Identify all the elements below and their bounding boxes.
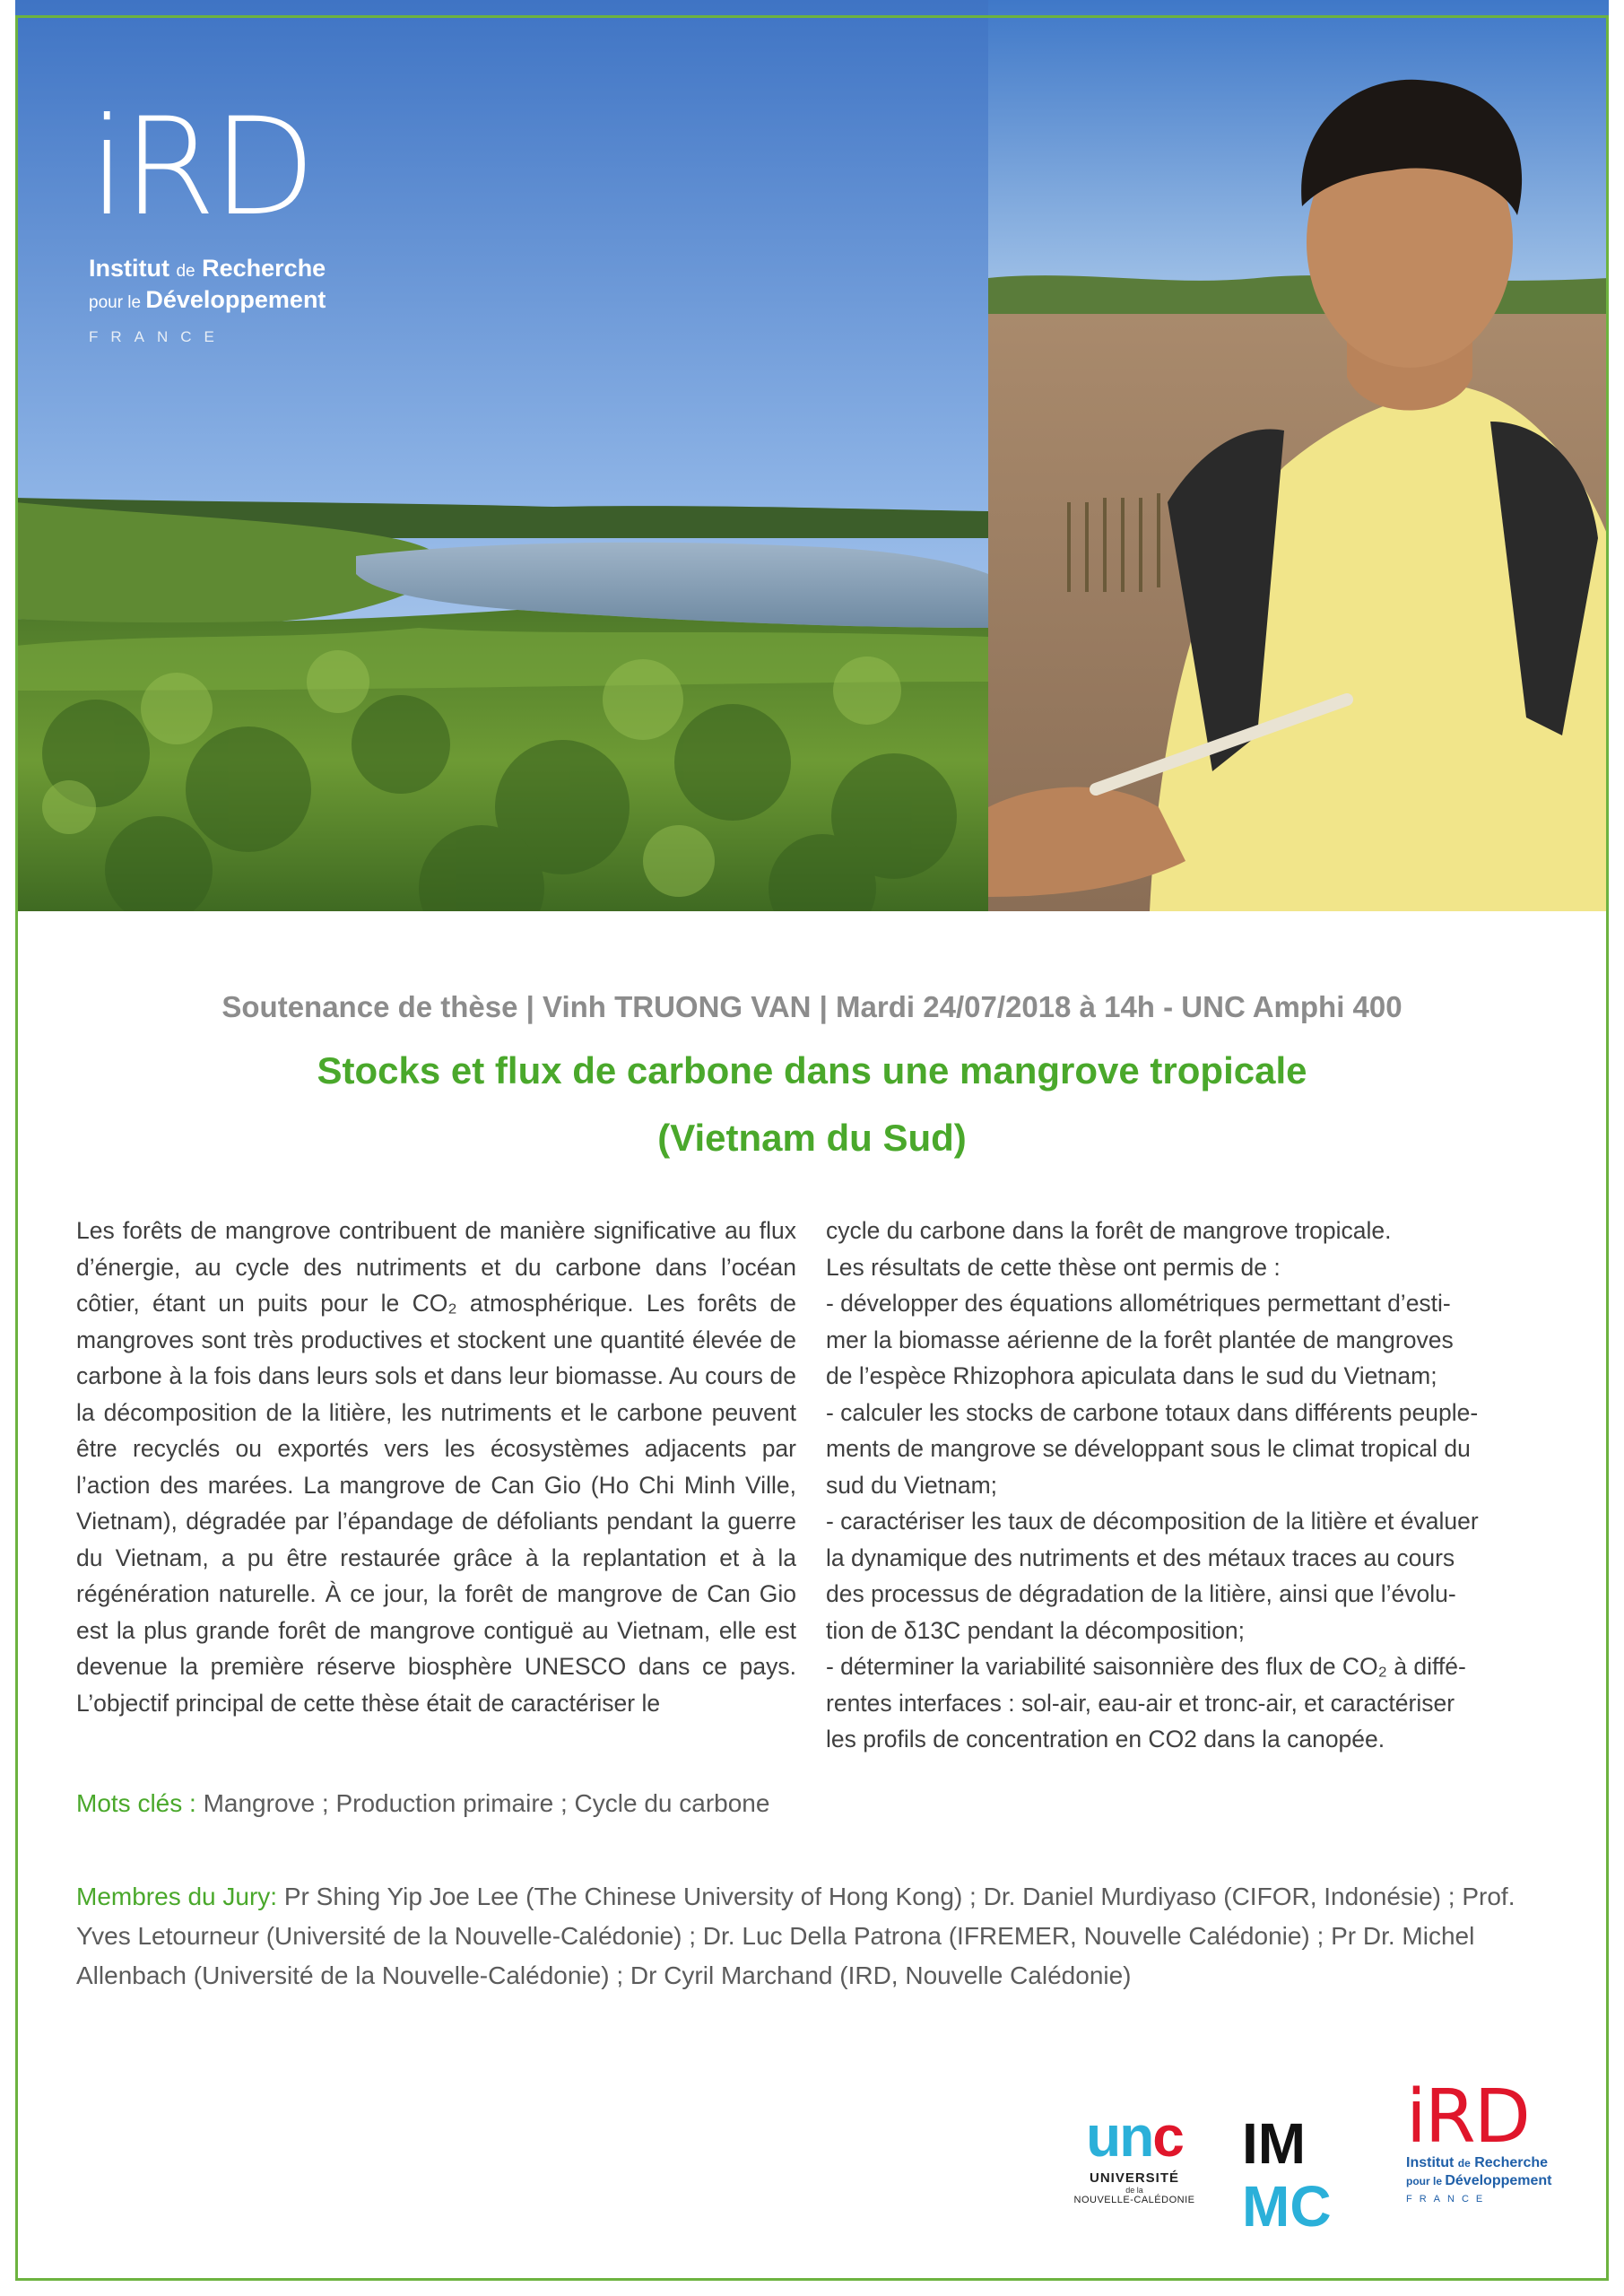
unc-logo: unc UNIVERSITÉ de la NOUVELLE-CALÉDONIE bbox=[1073, 2104, 1195, 2205]
results-line: - calculer les stocks de carbone totaux dans différents peuple- bbox=[826, 1398, 1479, 1426]
keywords bbox=[76, 1789, 1556, 1818]
results-line: - caractériser les taux de décomposition de la litière et évaluer bbox=[826, 1508, 1479, 1535]
results-line: de l’espèce Rhizophora apiculata dans le sud du Vietnam; bbox=[826, 1362, 1437, 1389]
partner-logos bbox=[1058, 2074, 1560, 2260]
event-subtitle: Soutenance de thèse | Vinh TRUONG VAN | Mardi 24/07/2018 à 14h - UNC Amphi 400 bbox=[221, 990, 1403, 1023]
results-line: mer la biomasse aérienne de la forêt plantée de mangroves bbox=[826, 1326, 1454, 1353]
jury-value: Pr Shing Yip Joe Lee (The Chinese University of Hong Kong) ; Dr. Daniel Murdiyaso (CIFOR, Indonésie) ; Prof. Yves Letourneur (Université de la Nouvelle-Calédonie) ; Dr. Luc Della Patrona (IFREMER, Nouvelle Calédonie) ; Pr Dr. Michel Allenbach (Université de la Nouvelle-Calédonie) ; Dr Cyril Marchand (IRD, Nouvelle Calédonie) bbox=[76, 1883, 1515, 1989]
abstract-paragraph: Les forêts de mangrove contribuent de manière significative au flux d’énergie, au cycle des nutriments et du carbone dans l’océan côtier, étant un puits pour le CO₂ atmosphérique. Les forêts de mangroves sont très productives et stockent une quantité élevée de carbone à la fois dans leurs sols et dans leur biomasse. Au cours de la décomposition de la litière, les nutriments et le carbone peuvent être recyclés ou exportés vers les écosystèmes adjacents par l’action des marées. La mangrove de Can Gio (Ho Chi Minh Ville, Vietnam), dégradée par l’épandage de défoliants pendant la guerre du Vietnam, a pu être restaurée grâce à la replantation et à la régénération naturelle. À ce jour, la forêt de mangrove de Can Gio est la plus grande forêt de mangrove contiguë au Vietnam, elle est devenue la première réserve biosphère UNESCO dans ce pays. L’objectif principal de cette thèse était de caractériser le bbox=[76, 1217, 796, 1717]
ird-logo-header: iRD Institut de Recherche pour le Développement FRANCE bbox=[89, 100, 412, 346]
ird-logo-footer: iRD Institut de Recherche pour le Développement FRANCE bbox=[1406, 2074, 1552, 2205]
keywords-label: Mots clés : bbox=[76, 1789, 196, 1817]
thesis-title-line1: Stocks et flux de carbone dans une mangrove tropicale bbox=[317, 1049, 1307, 1091]
jury-label: Membres du Jury: bbox=[76, 1883, 278, 1910]
results-line: rentes interfaces : sol-air, eau-air et tronc-air, et caractériser bbox=[826, 1689, 1455, 1717]
ird-logo-mark: iRD bbox=[89, 90, 313, 246]
results-line: les profils de concentration en CO2 dans la canopée. bbox=[826, 1726, 1385, 1752]
thesis-title-line2: (Vietnam du Sud) bbox=[657, 1117, 967, 1159]
results-line: ments de mangrove se développant sous le climat tropical du bbox=[826, 1435, 1471, 1462]
keywords-value: Mangrove ; Production primaire ; Cycle du carbone bbox=[195, 1789, 770, 1817]
results-line: - déterminer la variabilité saisonnière des flux de CO₂ à diffé- bbox=[826, 1653, 1466, 1680]
results-line: la dynamique des nutriments et des métaux traces au cours bbox=[826, 1544, 1455, 1571]
results-line: tion de δ13C pendant la décomposition; bbox=[826, 1616, 1246, 1644]
svg-text:IM: IM bbox=[1242, 2111, 1307, 2176]
svg-text:MC: MC bbox=[1242, 2174, 1332, 2233]
results-line: des processus de dégradation de la litière, ainsi que l’évolu- bbox=[826, 1580, 1456, 1607]
results-line: sud du Vietnam; bbox=[826, 1471, 998, 1499]
results-line: - développer des équations allométriques permettant d’esti- bbox=[826, 1290, 1451, 1317]
results-line: cycle du carbone dans la forêt de mangrove tropicale. bbox=[826, 1217, 1392, 1244]
jury-members bbox=[76, 1877, 1547, 1996]
abstract-right-column bbox=[826, 1213, 1548, 1758]
imm-logo bbox=[1242, 2108, 1385, 2233]
abstract-left-column bbox=[76, 1213, 796, 1721]
results-line: Les résultats de cette thèse ont permis de : bbox=[826, 1253, 1281, 1281]
